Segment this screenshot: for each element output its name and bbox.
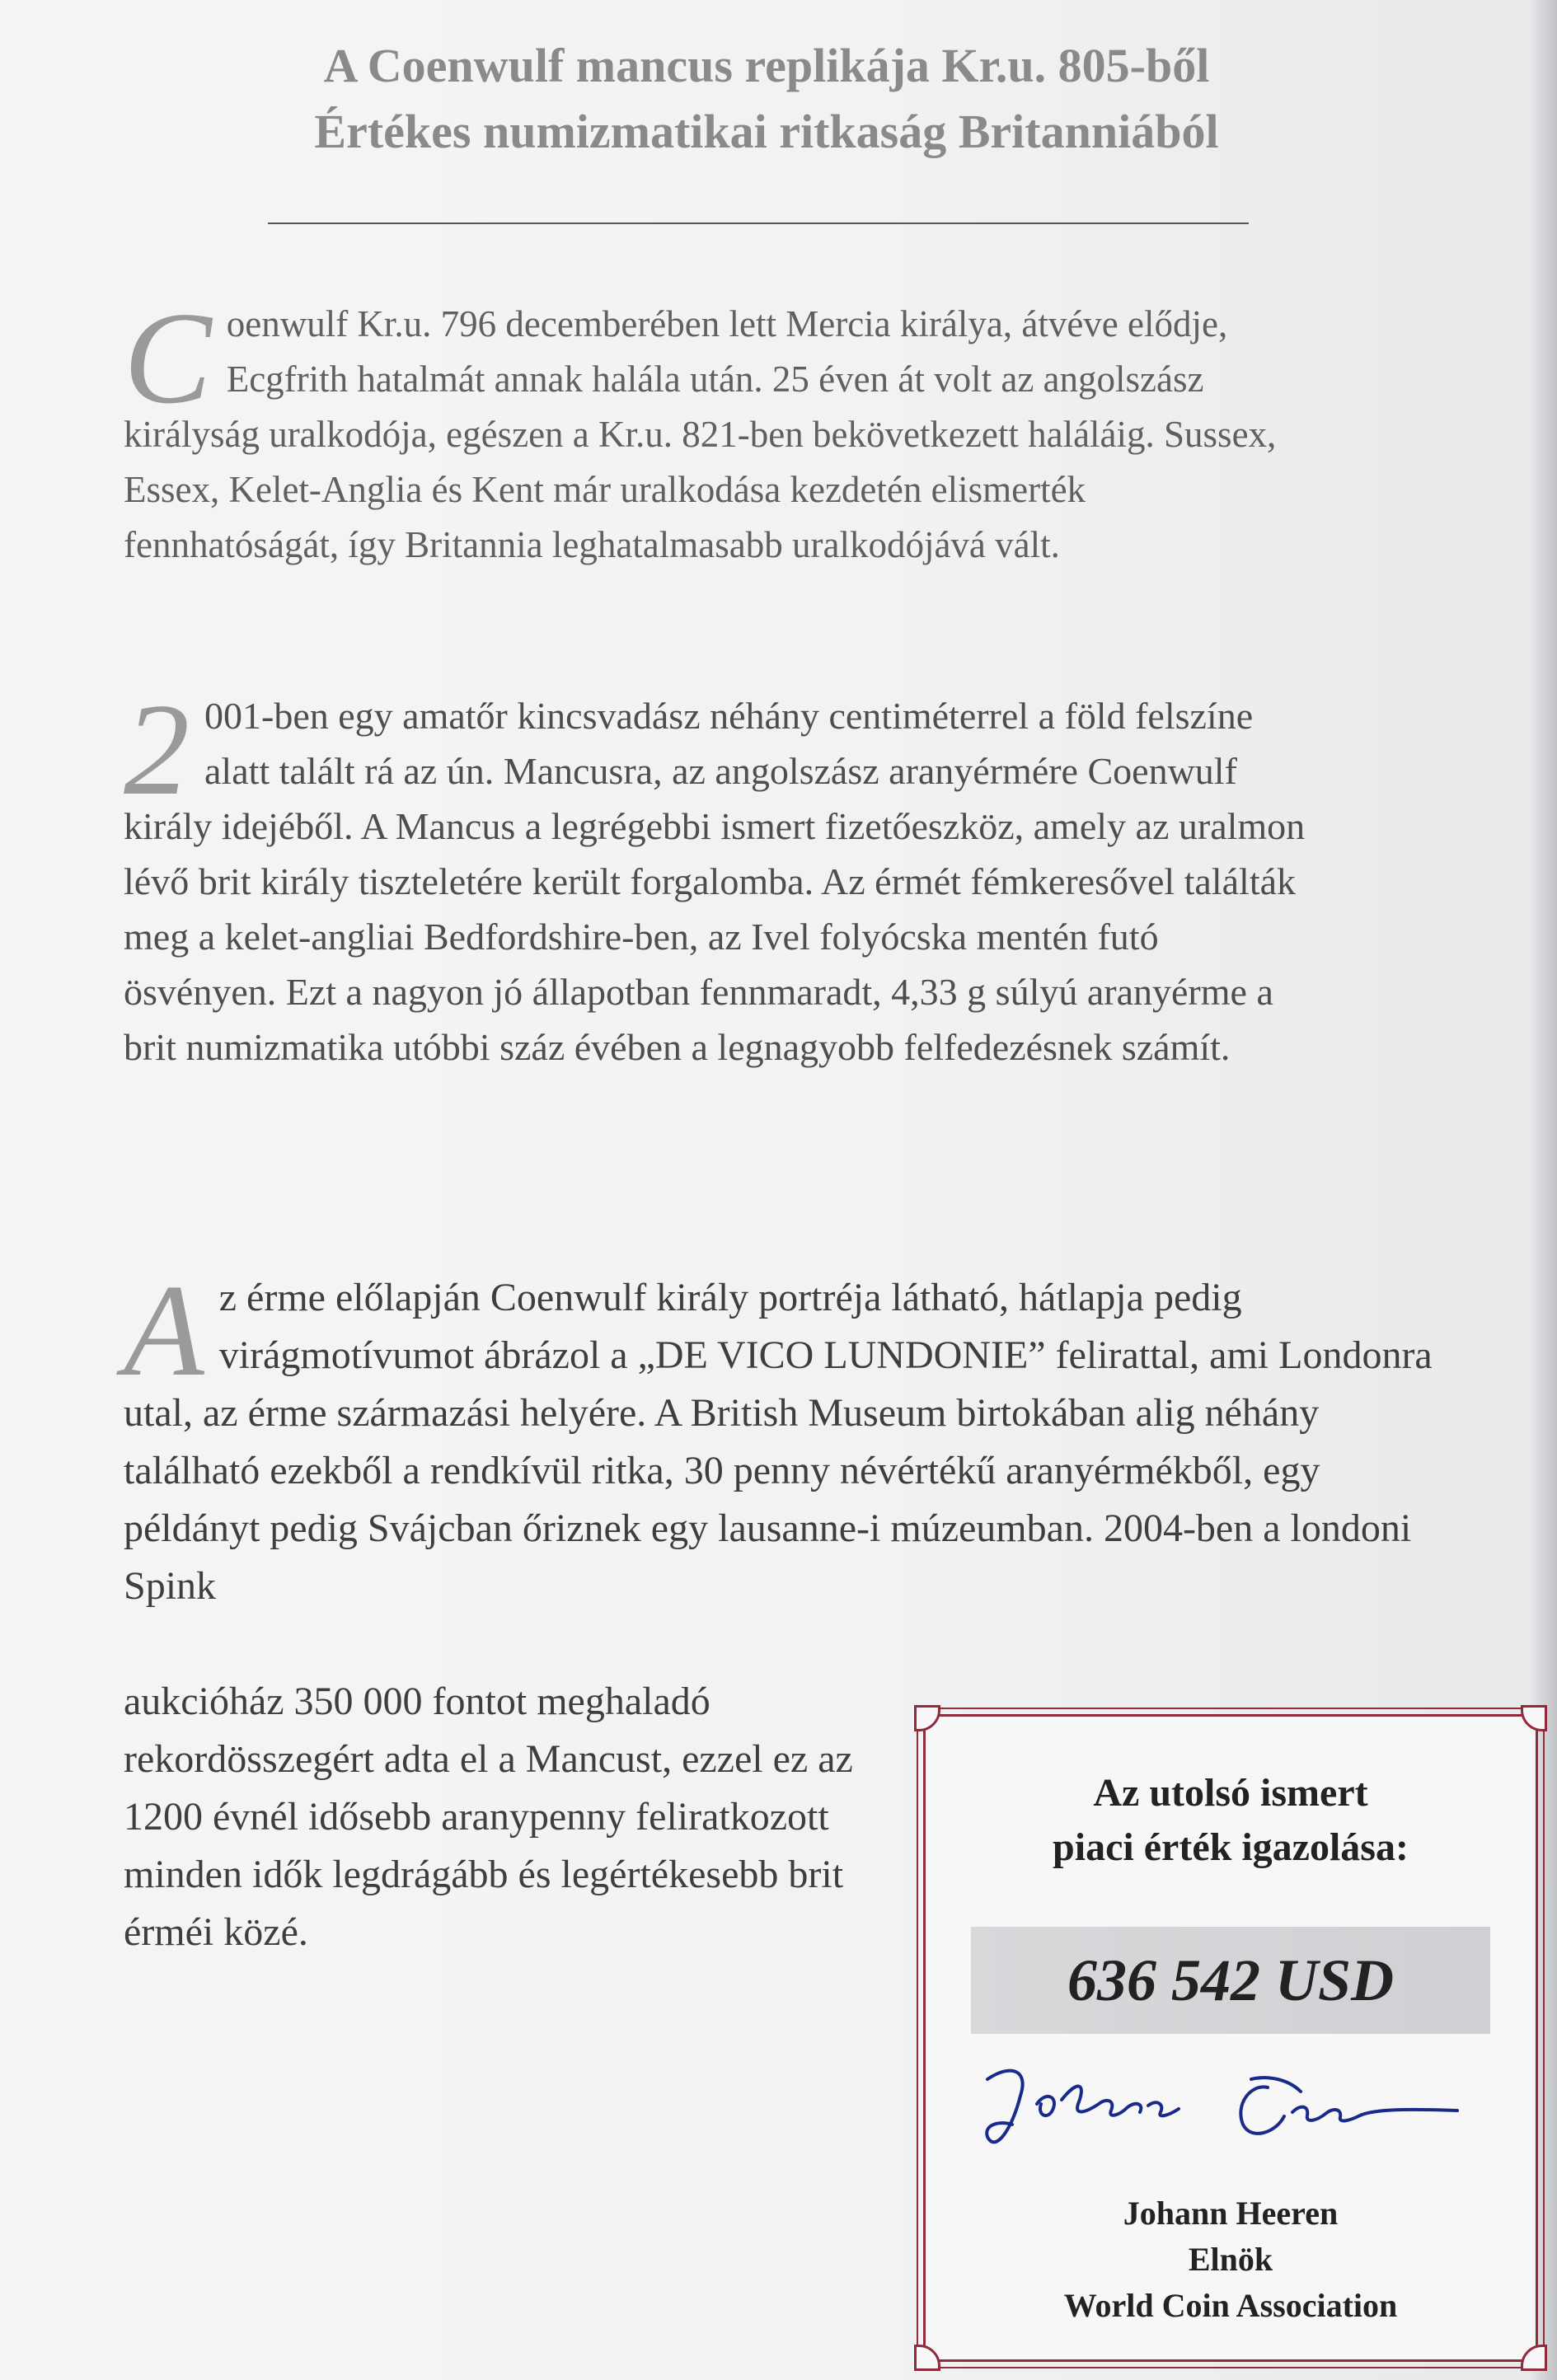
certificate-title-line-2: piaci érték igazolása: [1053, 1825, 1409, 1869]
paragraph-2 [124, 676, 1319, 1075]
paragraph-2-text: 001-ben egy amatőr kincsvadász néhány centiméterrel a föld felszíne alatt talált rá az ún. Mancusra, az angolszász aranyérmére Coenwulf király idejéből. A Mancus a legrégebbi ismert fizetőeszköz, amely az uralmon lévő brit király tiszteletére került forgalomba. Az érmét fémkeresővel találták meg a kelet-angliai Bedfordshire-ben, az Ivel folyócska mentén futó ösvényen. Ezt a nagyon jó állapotban fennmaradt, 4,33 g súlyú aranyérme a brit numizmatika utóbbi száz évében a legnagyobb felfedezésnek számít. [124, 695, 1306, 1068]
signer-role: Elnök [1188, 2241, 1273, 2278]
frame-corner [914, 1705, 940, 1731]
value-band [971, 1927, 1490, 2034]
certificate-signer [926, 2190, 1536, 2329]
paragraph-3-continuation-text: aukcióház 350 000 fontot meghaladó rekordösszegért adta el a Mancust, ezzel ez az 1200 évnél idősebb aranypenny feliratkozott minden idők legdrágább és legértékesebb brit érméi közé. [124, 1680, 853, 1954]
signature-image [963, 2046, 1498, 2170]
page-heading [231, 33, 1302, 165]
market-value: 636 542 USD [1067, 1947, 1395, 2013]
frame-corner [1521, 1705, 1547, 1731]
paragraph-3 [124, 1257, 1442, 1615]
frame-corner [914, 2345, 940, 2371]
paragraph-1 [124, 284, 1294, 573]
heading-divider [268, 223, 1249, 224]
dropcap-2: 2 [124, 676, 190, 822]
dropcap-c: C [124, 284, 212, 431]
certificate-title [926, 1766, 1536, 1875]
certificate-title-line-1: Az utolsó ismert [1093, 1771, 1368, 1815]
heading-line-2: Értékes numizmatikai ritkaság Britanniából [314, 105, 1219, 158]
paragraph-3-continuation [124, 1673, 907, 1961]
frame-corner [1521, 2345, 1547, 2371]
paragraph-1-text: oenwulf Kr.u. 796 decemberében lett Mercia királya, átvéve elődje, Ecgfrith hatalmát annak halála után. 25 éven át volt az angolszász királyság uralkodója, egészen a Kr.u. 821-ben bekövetkezett haláláig. Sussex, Essex, Kelet-Anglia és Kent már uralkodása kezdetén elismerték fennhatóságát, így Britannia leghatalmasabb uralkodójává vált. [124, 303, 1277, 565]
signer-name: Johann Heeren [1123, 2195, 1339, 2232]
signer-organization: World Coin Association [1063, 2287, 1398, 2324]
dropcap-a: A [124, 1257, 204, 1403]
heading-line-1: A Coenwulf mancus replikája Kr.u. 805-ből [323, 39, 1210, 92]
value-certificate [923, 1714, 1538, 2362]
paragraph-3-text: z érme előlapján Coenwulf király portréja látható, hátlapja pedig virágmotívumot ábrázol a „DE VICO LUNDONIE” felirattal, ami Londonra utal, az érme származási helyére. A British Museum birtokában alig néhány található ezekből a rendkívül ritka, 30 penny névértékű aranyérmékből, egy példányt pedig Svájcban őriznek egy lausanne-i múzeumban. 2004-ben a londoni Spink [124, 1276, 1433, 1608]
